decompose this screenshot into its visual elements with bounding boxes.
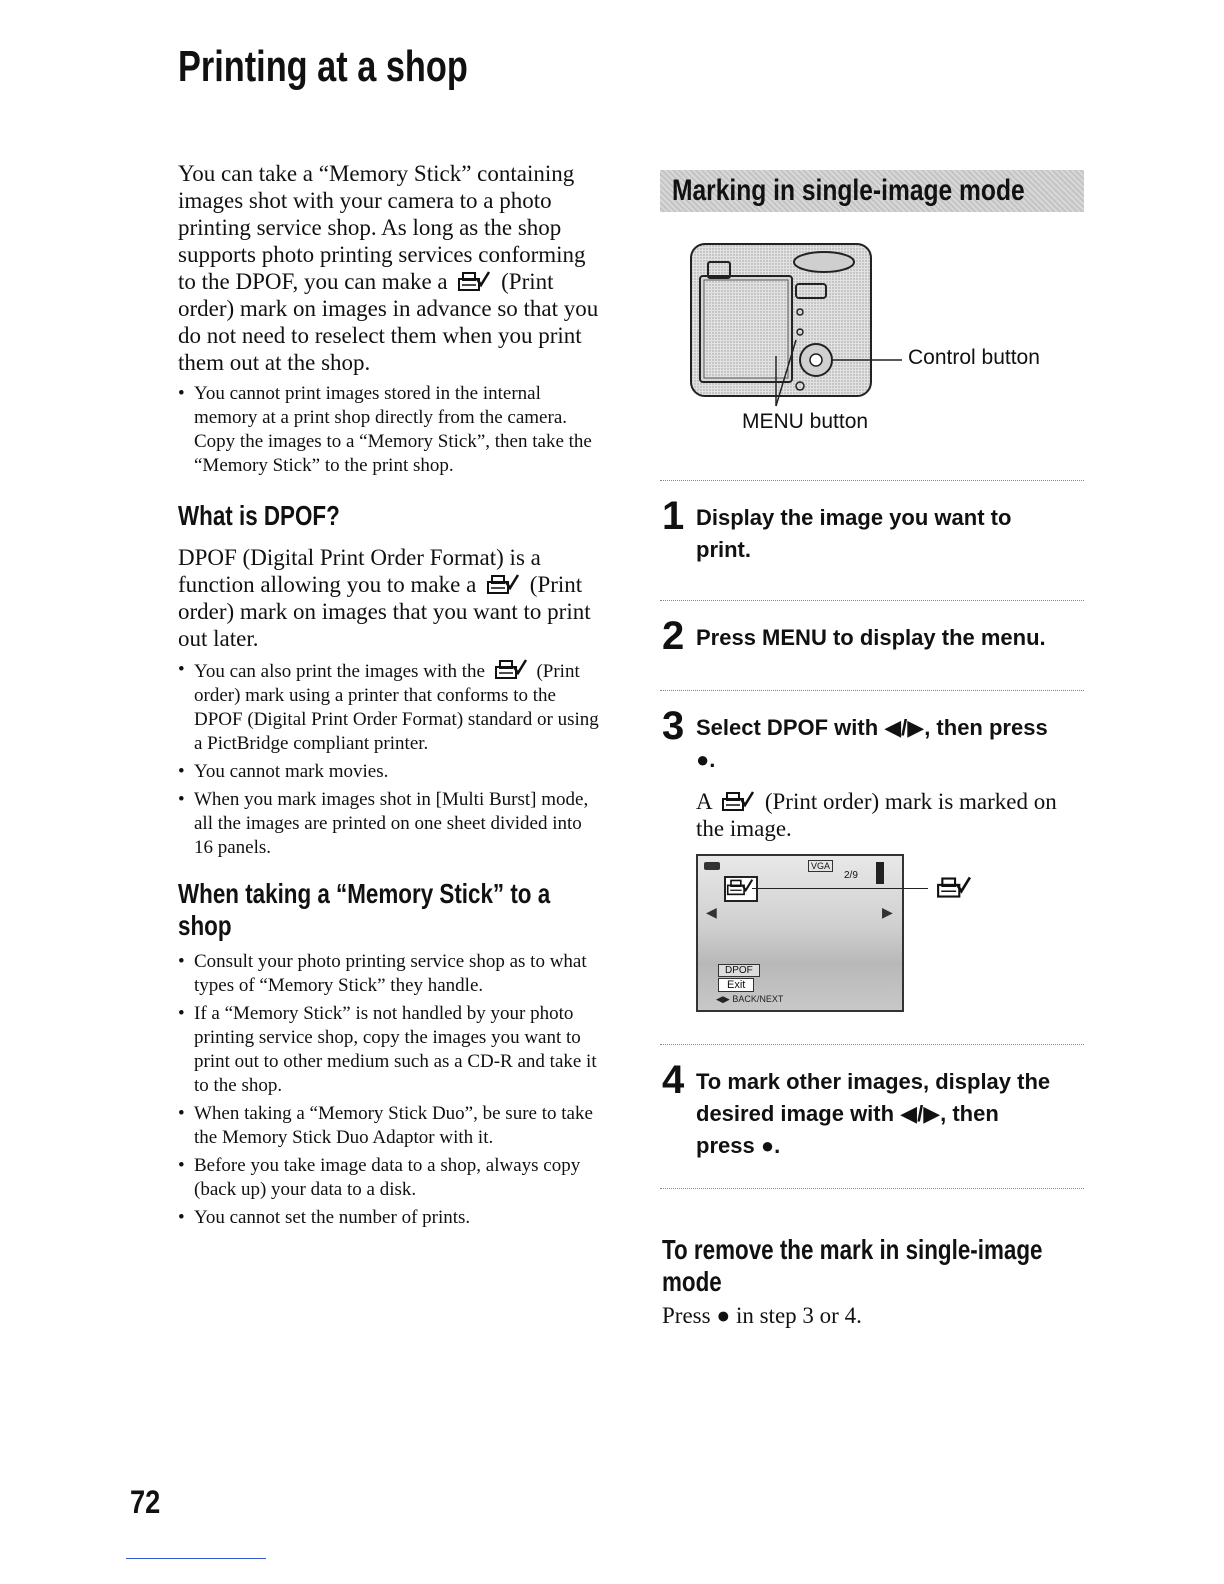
step-3-line1: Select DPOF with ◀/▶, then press xyxy=(696,715,1048,740)
dpof-notes xyxy=(178,658,602,860)
step-4-line3: press ●. xyxy=(696,1133,781,1158)
intro-text-2: (Print order) mark on images in advance so that you do not need to reselect them when you print them out at the shop. xyxy=(178,269,599,375)
step-1-line1: Display the image you want to xyxy=(696,505,1012,530)
page-number: 72 xyxy=(130,1484,161,1520)
list-item xyxy=(178,658,602,756)
remove-suffix: in step 3 or 4. xyxy=(735,1303,862,1328)
step-4-line1: To mark other images, display the xyxy=(696,1069,1051,1094)
divider xyxy=(660,1044,1084,1045)
step-3-text xyxy=(696,712,1048,776)
remove-heading-line2: mode xyxy=(662,1266,722,1297)
step-3-note-prefix: A xyxy=(696,789,712,814)
menu-item-dpof[interactable]: DPOF xyxy=(718,964,760,977)
left-arrow-icon: ◀ xyxy=(706,904,717,920)
step-4-line2: desired image with ◀/▶, then xyxy=(696,1101,999,1126)
step-4-number: 4 xyxy=(662,1058,685,1102)
dpof-heading: What is DPOF? xyxy=(178,500,340,531)
center-button-symbol: ● xyxy=(716,1302,731,1328)
remove-heading-line1: To remove the mark in single-image xyxy=(662,1234,1043,1265)
divider xyxy=(660,480,1084,481)
divider xyxy=(660,600,1084,601)
list-item: • You cannot mark movies. xyxy=(178,760,602,784)
remove-prefix: Press xyxy=(662,1303,711,1328)
step-3-line2: ●. xyxy=(696,747,716,772)
print-order-icon xyxy=(721,790,755,812)
intro-notes xyxy=(178,382,602,478)
step-1-text xyxy=(696,502,1011,566)
print-order-mark-box xyxy=(724,876,758,902)
step-2-line1: Press MENU to display the menu. xyxy=(696,625,1046,650)
battery-icon xyxy=(704,862,720,870)
dpof-bullet1-text-1: You can also print the images with the xyxy=(194,661,485,682)
shop-heading-line2: shop xyxy=(178,910,232,941)
print-order-icon xyxy=(486,573,520,595)
step-1-number: 1 xyxy=(662,494,685,538)
print-order-icon xyxy=(726,878,754,896)
step-4-text xyxy=(696,1066,1050,1162)
page-title: Printing at a shop xyxy=(178,42,468,91)
shop-heading xyxy=(178,878,551,942)
dpof-paragraph xyxy=(178,544,602,652)
list-item: • You cannot set the number of prints. xyxy=(178,1206,602,1230)
dpof-text-1: DPOF (Digital Print Order Format) is a function allowing you to make a xyxy=(178,545,541,597)
remove-text xyxy=(662,1302,862,1329)
print-order-icon xyxy=(494,658,528,680)
shop-notes xyxy=(178,950,602,1230)
remove-heading xyxy=(662,1234,1043,1298)
step-3-note xyxy=(696,788,1086,842)
lcd-screen-illustration xyxy=(696,854,904,1012)
intro-paragraph xyxy=(178,160,602,376)
step-2-number: 2 xyxy=(662,614,685,658)
control-button-label: Control button xyxy=(908,346,1040,369)
section-banner xyxy=(660,170,1084,212)
list-item: • If a “Memory Stick” is not handled by your photo printing service shop, copy the images you want to print out to other medium such as a CD-R and take it to the shop. xyxy=(178,1002,602,1098)
image-size-indicator: VGA xyxy=(808,860,833,872)
camera-illustration xyxy=(688,236,1068,446)
intro-text-1: You can take a “Memory Stick” containing images shot with your camera to a photo printing service shop. As long as the shop supports photo printing services conforming to the DPOF, you can make a xyxy=(178,161,586,294)
divider xyxy=(660,690,1084,691)
divider xyxy=(660,1188,1084,1189)
menu-button-label: MENU button xyxy=(742,410,869,433)
image-counter: 2/9 xyxy=(844,870,858,881)
shop-heading-line1: When taking a “Memory Stick” to a xyxy=(178,878,551,909)
footer-rule xyxy=(126,1558,266,1559)
step-3-note-suffix: (Print order) mark is marked on the image. xyxy=(696,789,1057,841)
nav-hint: ◀▶ BACK/NEXT xyxy=(716,994,784,1004)
right-arrow-icon: ▶ xyxy=(882,904,893,920)
dpof-text-2: (Print order) mark on images that you want to print out later. xyxy=(178,572,591,651)
list-item: • You cannot print images stored in the internal memory at a print shop directly from the camera. Copy the images to a “Memory Stick”, then take the “Memory Stick” to the print shop. xyxy=(178,382,602,478)
step-2-text xyxy=(696,622,1046,654)
memory-stick-icon xyxy=(876,862,884,884)
step-1-line2: print. xyxy=(696,537,751,562)
step-3-number: 3 xyxy=(662,704,685,748)
dpof-bullet1-text-2: (Print order) mark using a printer that conforms to the DPOF (Digital Print Order Format) standard or using a PictBridge compliant printer. xyxy=(194,661,599,754)
leader-line xyxy=(752,888,928,889)
list-item: • When taking a “Memory Stick Duo”, be sure to take the Memory Stick Duo Adaptor with it. xyxy=(178,1102,602,1150)
section-banner-title: Marking in single-image mode xyxy=(672,174,1025,207)
list-item: • When you mark images shot in [Multi Burst] mode, all the images are printed on one sheet divided into 16 panels. xyxy=(178,788,602,860)
menu-item-exit[interactable]: Exit xyxy=(718,978,754,992)
left-column xyxy=(178,160,602,1234)
list-item: • Consult your photo printing service shop as to what types of “Memory Stick” they handle. xyxy=(178,950,602,998)
print-order-icon xyxy=(457,270,491,292)
list-item: • Before you take image data to a shop, always copy (back up) your data to a disk. xyxy=(178,1154,602,1202)
print-order-icon xyxy=(936,874,972,900)
